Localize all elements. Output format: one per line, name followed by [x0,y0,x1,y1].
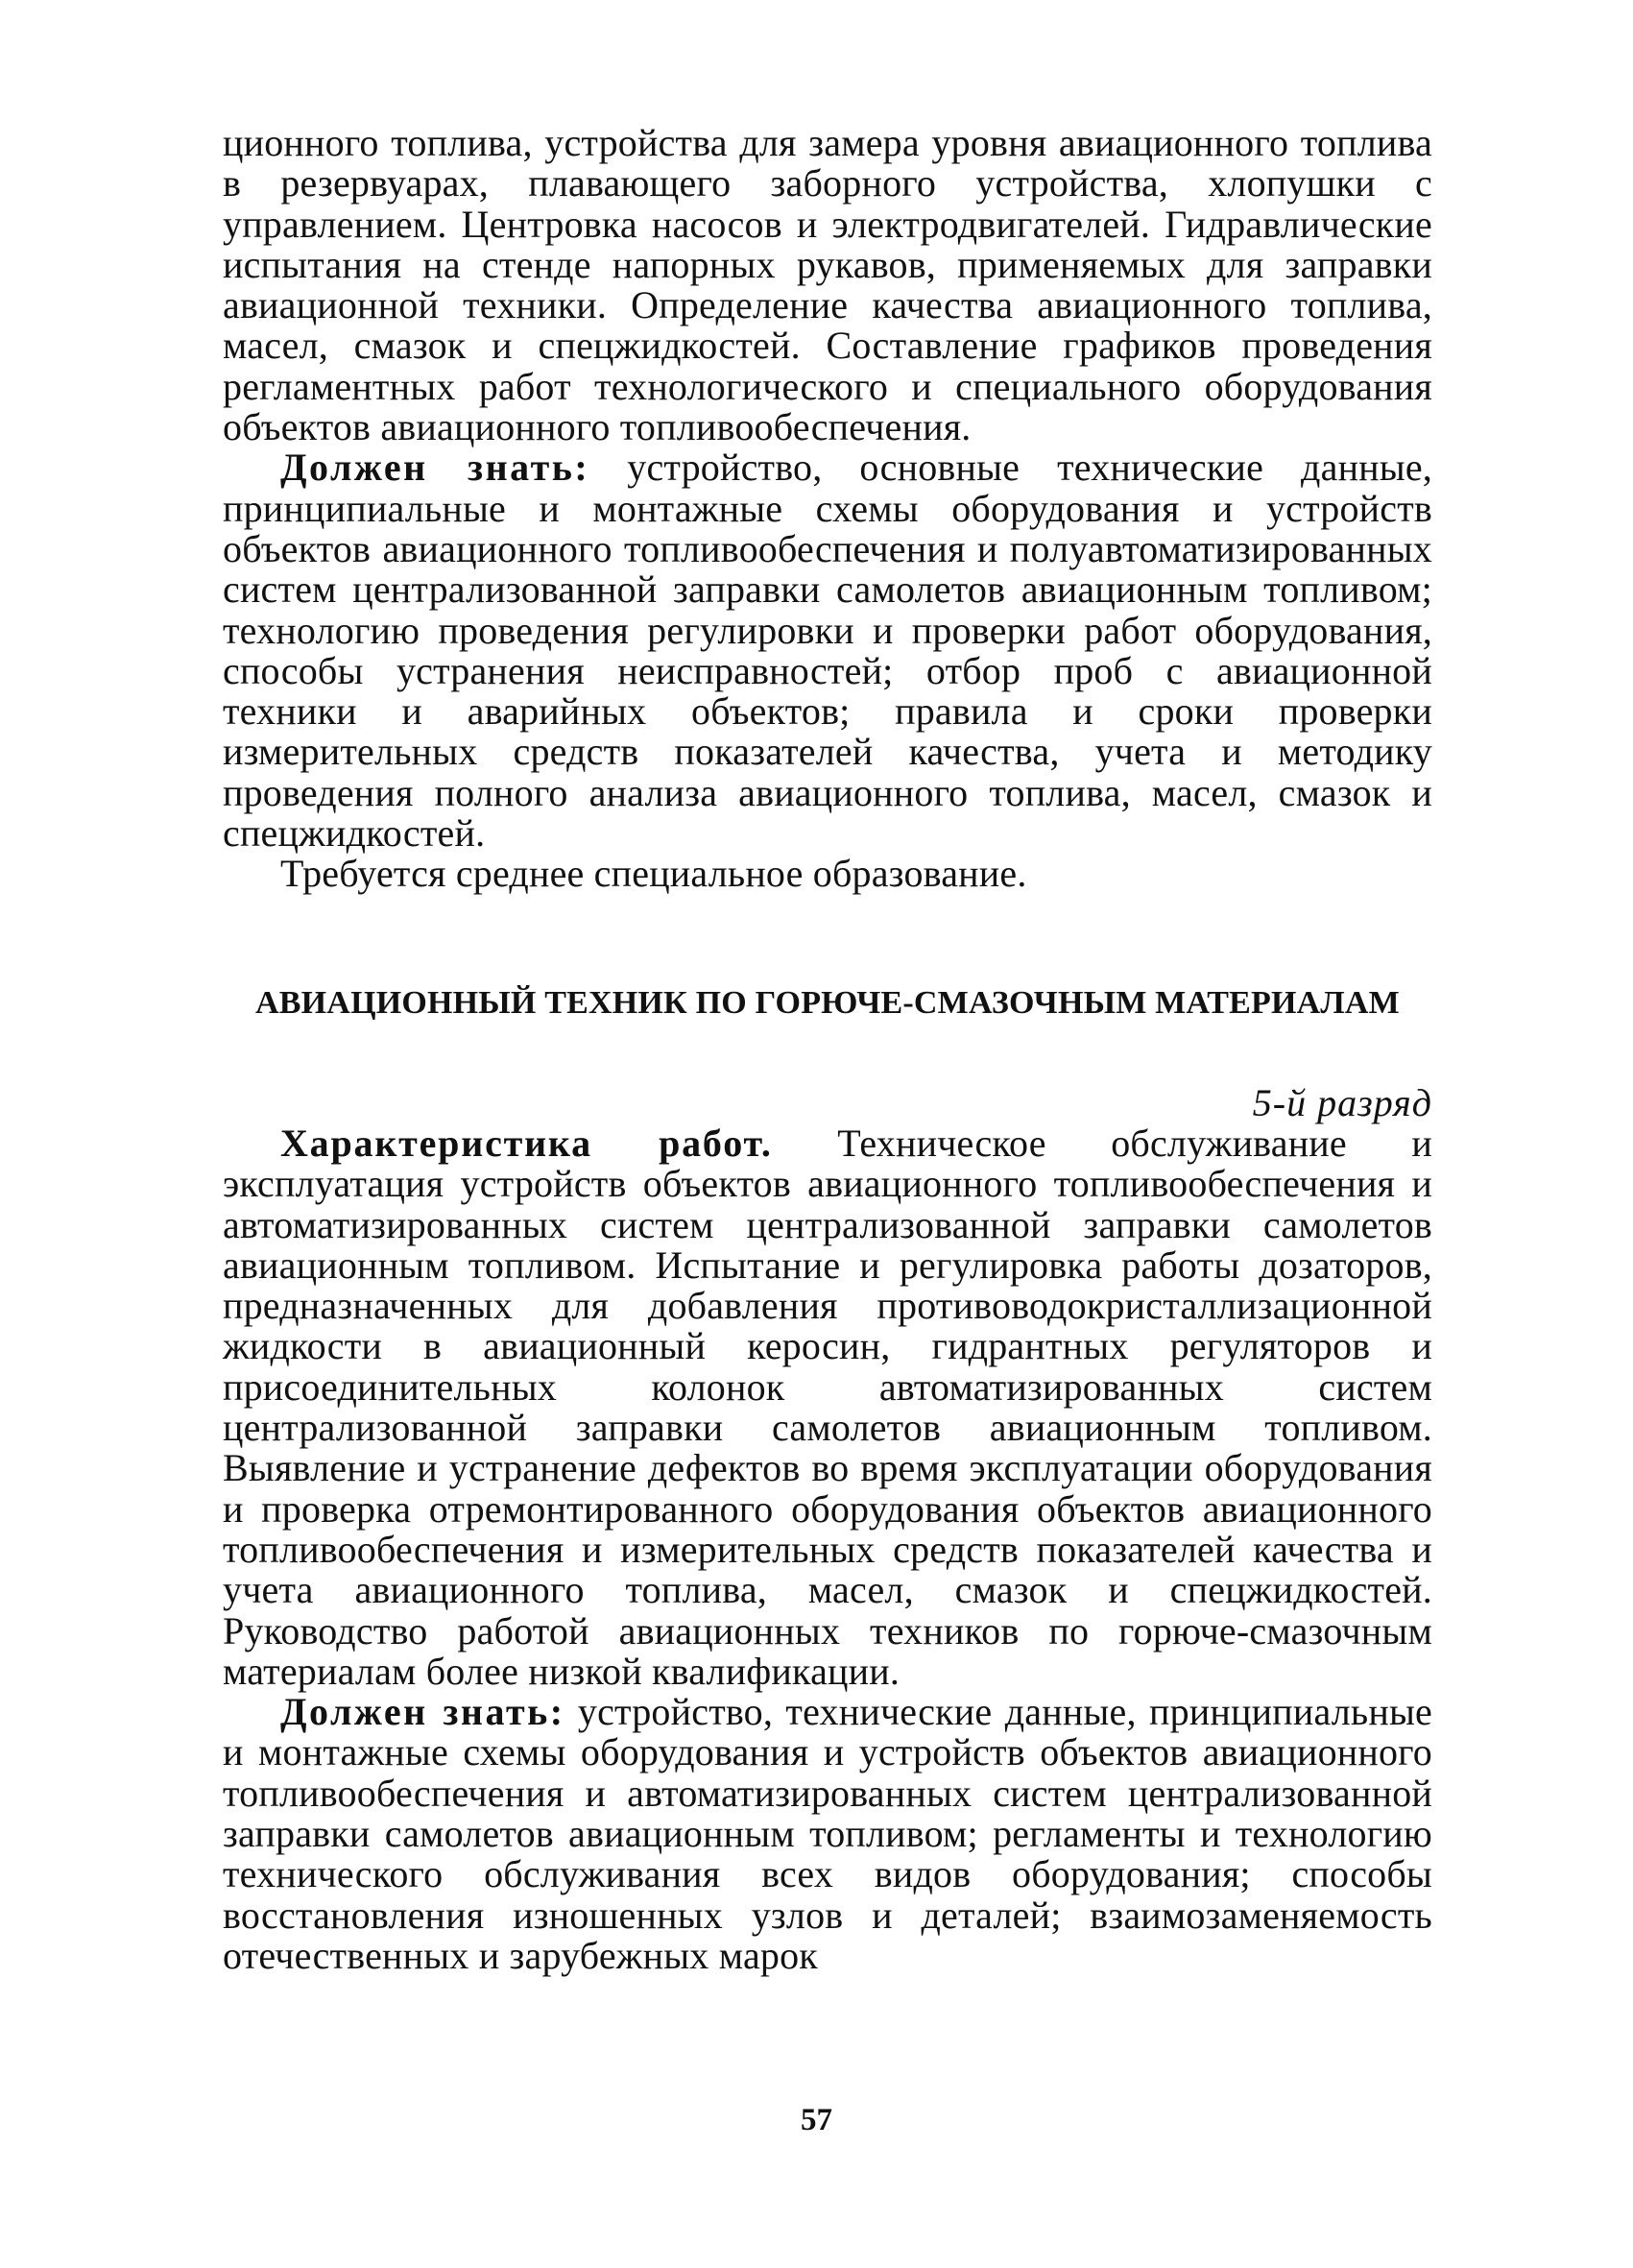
must-know-lead-2: Должен знать: [280,1690,565,1734]
page-number: 57 [801,2103,832,2137]
must-know-lead: Должен знать: [280,446,590,490]
page-body [223,123,1432,1976]
work-characteristics-lead: Характеристика работ. [280,1121,773,1165]
work-characteristics-body: Техническое обслуживание и эксплуатация устройств объектов авиационного топливообеспечения и автоматизированных систем централизованной заправки самолетов авиационным топливом. Испытание и регулировка работы дозаторов, предназначенных для добавления противоводокристаллизационной жидкости в авиационный керосин, гидрантных регуляторов и присоединительных колонок автоматизированных систем централизованной заправки самолетов авиационным топливом. Выявление и устранение дефектов во время эксплуатации оборудования и проверка отремонтированного оборудования объектов авиационного топливообеспечения и измерительных средств показателей качества и учета авиационного топлива, масел, смазок и спецжидкостей. Руководство работой авиационных техников по горюче-смазочным материалам более низкой квалификации. [223,1121,1432,1693]
section-title: АВИАЦИОННЫЙ ТЕХНИК ПО ГОРЮЧЕ-СМАЗОЧНЫМ МАТЕРИАЛАМ [255,984,1400,1021]
must-know-body-2: устройство, технические данные, принципиальные и монтажные схемы оборудования и устройств объектов авиационного топливообеспечения и автоматизированных систем централизованной заправки самолетов авиационным топливом; регламенты и технологию технического обслуживания всех видов оборудования; способы восстановления изношенных узлов и деталей; взаимозаменяемость отечественных и зарубежных марок [223,1690,1432,1977]
paragraph-must-know-2 [223,1692,1432,1976]
paragraph-continued: ционного топлива, устройства для замера уровня авиационного топлива в резервуарах, плавающего заборного устройства, хлопушки с управлением. Центровка насосов и электродвигателей. Гидравлические испытания на стенде напорных рукавов, применяемых для заправки авиационной техники. Определение качества авиационного топлива, масел, смазок и спецжидкостей. Составление графиков проведения регламентных работ технологического и специального оборудования объектов авиационного топливообеспечения. [223,121,1432,449]
paragraph-education: Требуется среднее специальное образование. [280,852,1027,896]
paragraph-must-know-1 [223,447,1432,854]
grade-label: 5-й разряд [1252,1080,1432,1124]
paragraph-work-characteristics [223,1123,1432,1692]
must-know-body: устройство, основные технические данные, принципиальные и монтажные схемы оборудования и устройств объектов авиационного топливообеспечения и полуавтоматизированных систем централизованной заправки самолетов авиационным топливом; технологию проведения регулировки и проверки работ оборудования, способы устранения неисправностей; отбор проб с авиационной техники и аварийных объектов; правила и сроки проверки измерительных средств показателей качества, учета и методику проведения полного анализа авиационного топлива, масел, смазок и спецжидкостей. [223,446,1433,856]
